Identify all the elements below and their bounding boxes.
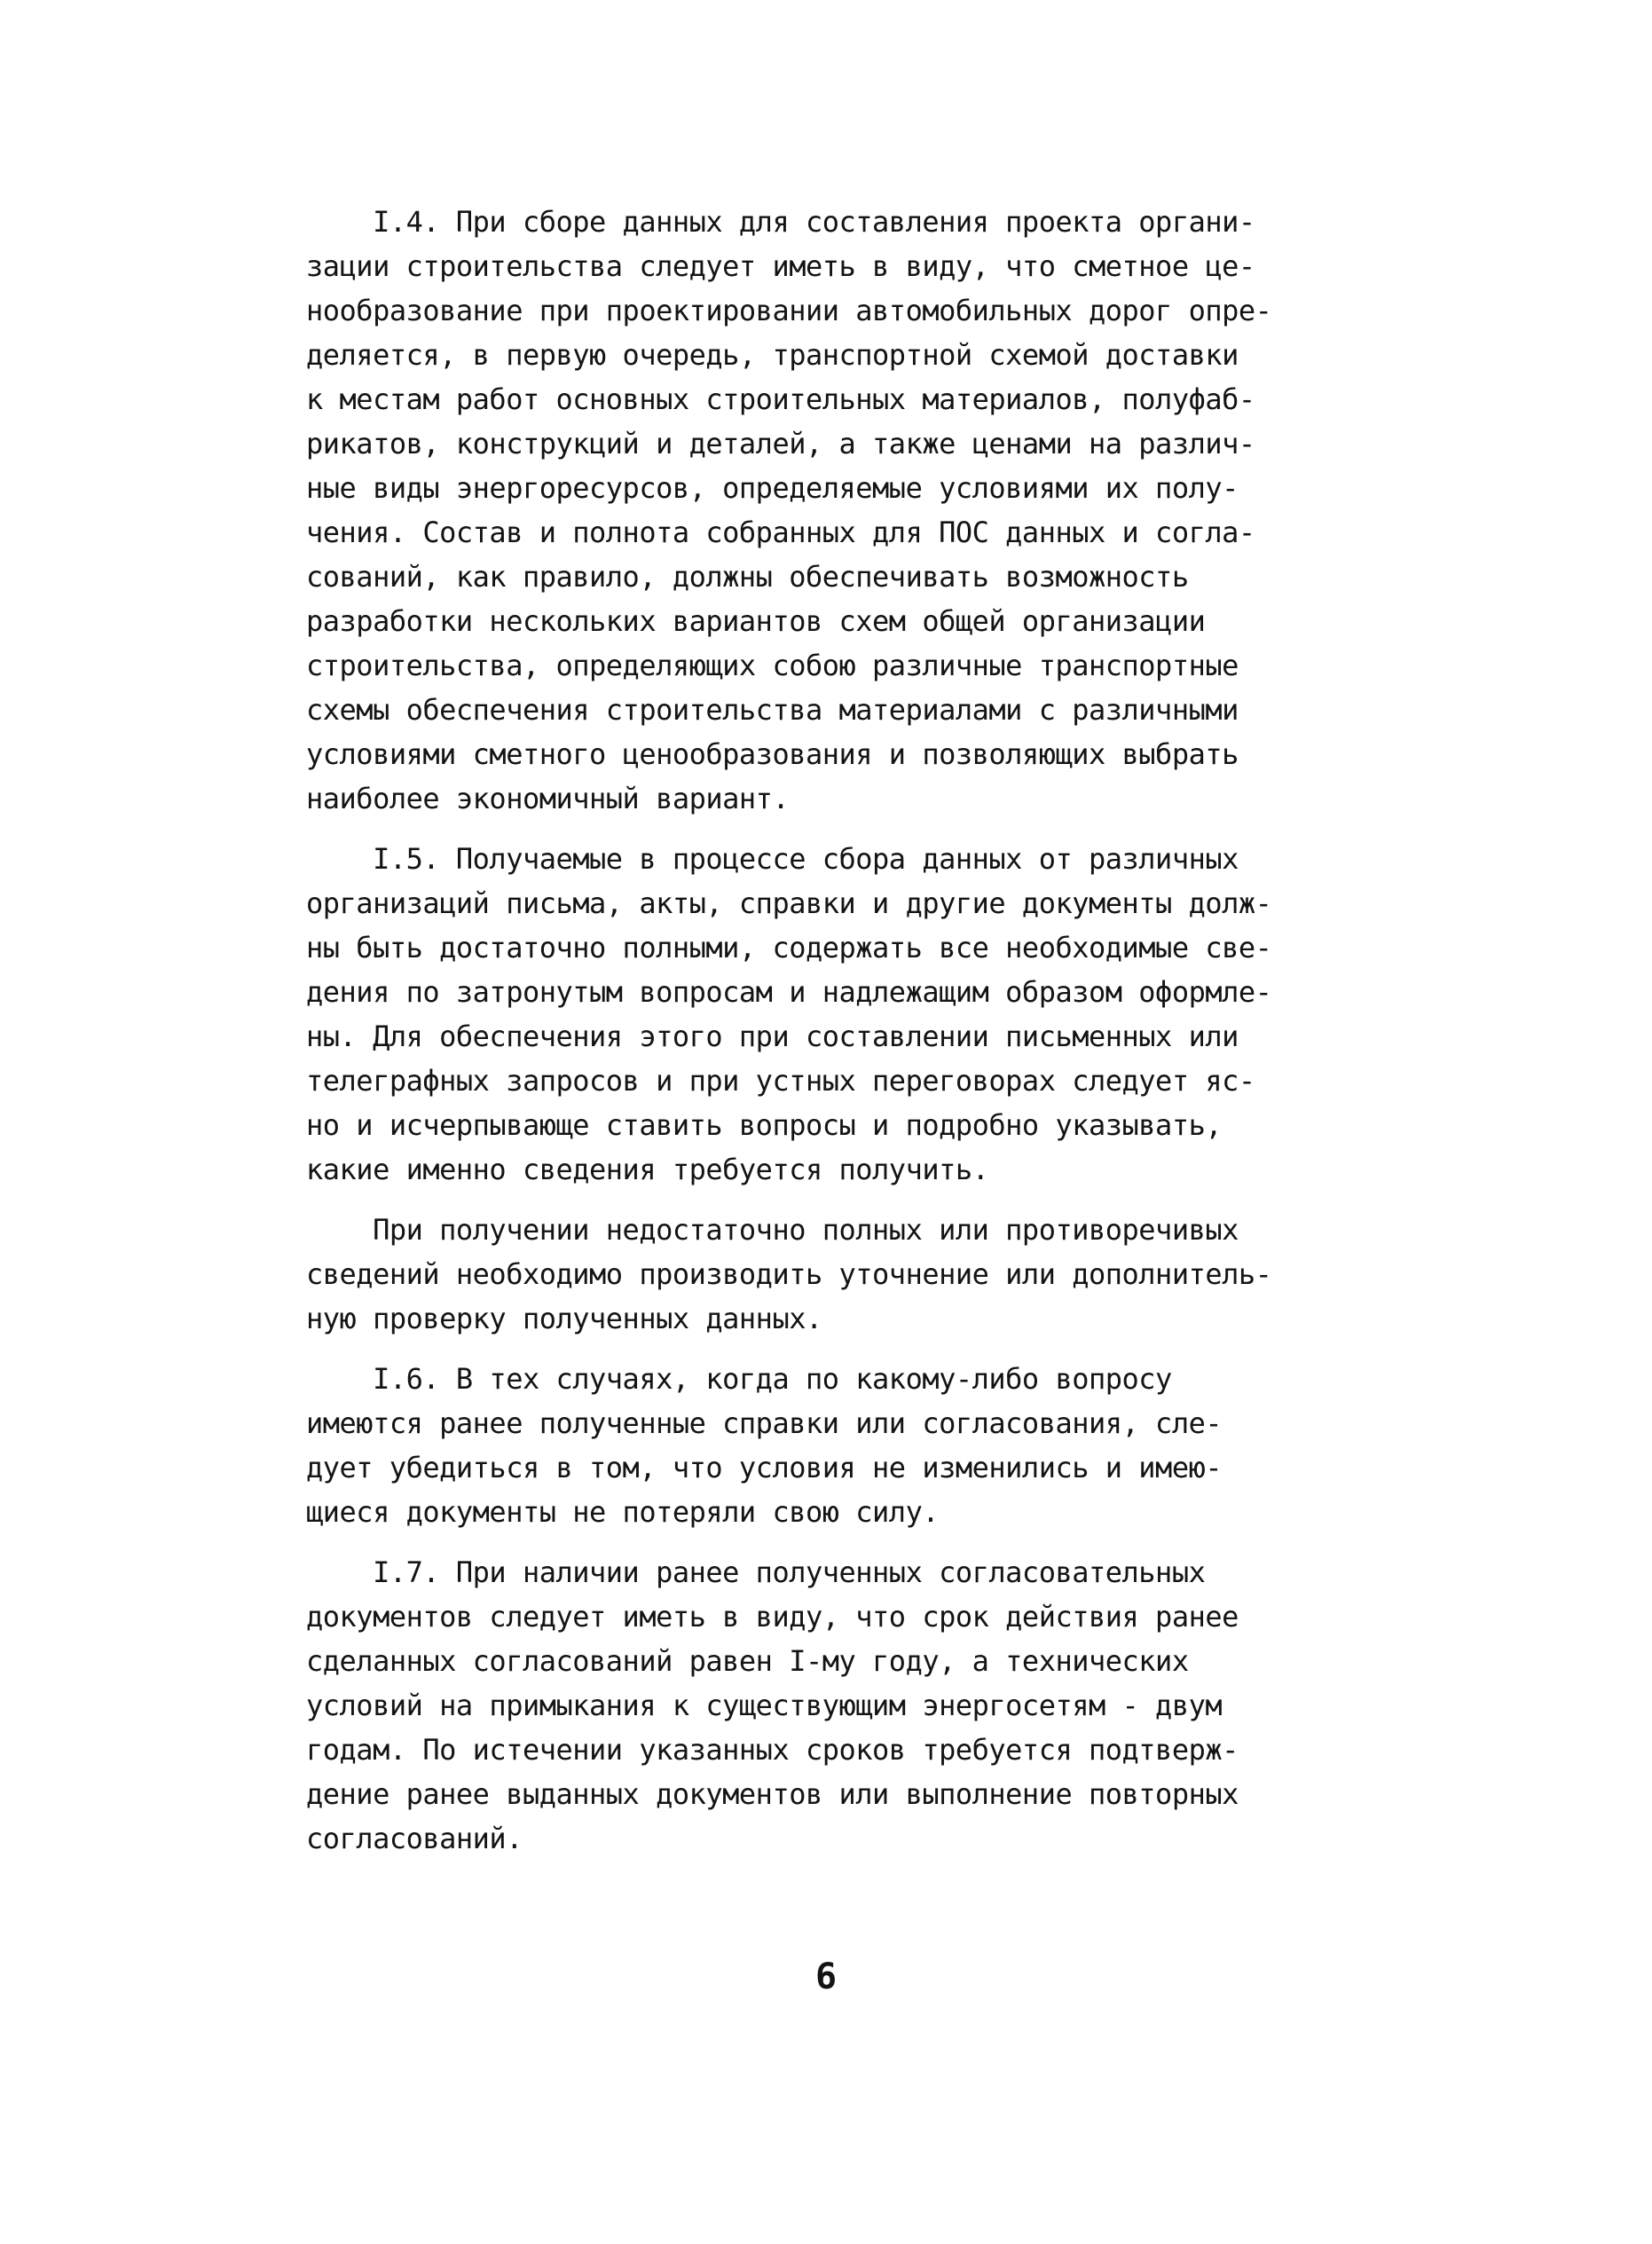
- text-line: наиболее экономичный вариант.: [306, 782, 790, 815]
- text-line: но и исчерпывающе ставить вопросы и подробно указывать,: [306, 1108, 1223, 1142]
- text-line: рикатов, конструкций и деталей, а также ценами на различ-: [306, 427, 1255, 461]
- text-line: ную проверку полученных данных.: [306, 1302, 822, 1335]
- text-line: имеются ранее полученные справки или согласования, сле-: [306, 1406, 1223, 1440]
- text-line: дение ранее выданных документов или выполнение повторных: [306, 1777, 1239, 1811]
- text-line: дует убедиться в том, что условия не изменились и имею-: [306, 1451, 1223, 1484]
- text-line: ные виды энергоресурсов, определяемые условиями их полу-: [306, 471, 1239, 505]
- text-line: деляется, в первую очередь, транспортной схемой доставки: [306, 338, 1239, 372]
- text-line: I.5. Получаемые в процессе сбора данных от различных: [306, 842, 1239, 876]
- text-line: сделанных согласований равен I-му году, а технических: [306, 1644, 1189, 1678]
- text-line: согласований.: [306, 1822, 523, 1855]
- text-line: I.4. При сборе данных для составления проекта органи-: [306, 205, 1255, 239]
- text-line: телеграфных запросов и при устных переговорах следует яс-: [306, 1064, 1255, 1098]
- text-line: документов следует иметь в виду, что срок действия ранее: [306, 1600, 1239, 1634]
- paragraph-clarification: [306, 1208, 1388, 1341]
- text-line: щиеся документы не потеряли свою силу.: [306, 1495, 940, 1529]
- text-line: условий на примыкания к существующим энергосетям - двум: [306, 1689, 1223, 1722]
- text-line: к местам работ основных строительных материалов, полуфаб-: [306, 382, 1255, 416]
- text-line: организаций письма, акты, справки и другие документы долж-: [306, 886, 1272, 920]
- paragraph-1-4: [306, 200, 1388, 821]
- text-line: сведений необходимо производить уточнение или дополнитель-: [306, 1257, 1272, 1291]
- body-text: [306, 200, 1388, 1861]
- text-line: зации строительства следует иметь в виду, что сметное це-: [306, 249, 1255, 283]
- text-line: При получении недостаточно полных или противоречивых: [306, 1213, 1239, 1247]
- text-line: дения по затронутым вопросам и надлежащим образом оформле-: [306, 975, 1272, 1009]
- text-line: годам. По истечении указанных сроков требуется подтверж-: [306, 1733, 1239, 1767]
- paragraph-1-5: [306, 837, 1388, 1192]
- text-line: условиями сметного ценообразования и позволяющих выбрать: [306, 737, 1239, 771]
- text-line: нообразование при проектировании автомобильных дорог опре-: [306, 294, 1272, 327]
- text-line: чения. Состав и полнота собранных для ПОС данных и согла-: [306, 516, 1255, 549]
- text-line: строительства, определяющих собою различные транспортные: [306, 649, 1239, 682]
- text-line: схемы обеспечения строительства материалами с различными: [306, 693, 1239, 727]
- text-line: I.6. В тех случаях, когда по какому-либо вопросу: [306, 1362, 1172, 1396]
- page-number: 6: [814, 1957, 838, 1997]
- text-line: сований, как правило, должны обеспечивать возможность: [306, 560, 1189, 594]
- text-line: разработки нескольких вариантов схем общей организации: [306, 604, 1206, 638]
- paragraph-1-7: [306, 1550, 1388, 1861]
- paragraph-1-6: [306, 1357, 1388, 1534]
- text-line: ны. Для обеспечения этого при составлении письменных или: [306, 1020, 1239, 1053]
- text-line: ны быть достаточно полными, содержать все необходимые све-: [306, 931, 1272, 965]
- text-line: какие именно сведения требуется получить.: [306, 1153, 989, 1186]
- text-line: I.7. При наличии ранее полученных согласовательных: [306, 1555, 1206, 1589]
